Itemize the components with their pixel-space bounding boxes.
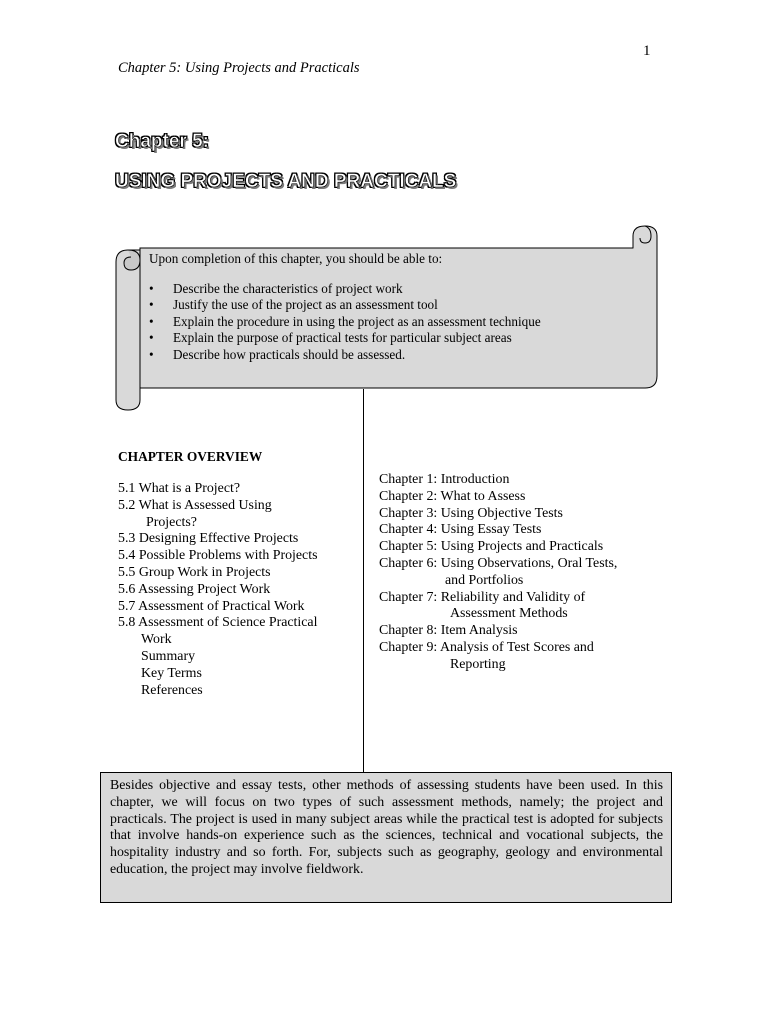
- list-item: References: [141, 682, 203, 698]
- chapter-overview-heading: CHAPTER OVERVIEW: [118, 449, 263, 464]
- objectives-intro: Upon completion of this chapter, you should be able to:: [149, 251, 443, 266]
- list-item: • Explain the procedure in using the project as an assessment technique: [149, 314, 639, 331]
- list-item: • Describe the characteristics of project work: [149, 281, 639, 298]
- list-item: Chapter 5: Using Projects and Practicals: [379, 539, 604, 555]
- list-item: Chapter 4: Using Essay Tests: [379, 522, 542, 538]
- list-item: Chapter 8: Item Analysis: [379, 623, 518, 639]
- chapter-subtitle: USING PROJECTS AND PRACTICALS: [115, 171, 457, 192]
- learning-objectives: [149, 251, 639, 363]
- list-item: 5.2 What is Assessed Using: [118, 497, 272, 513]
- column-divider: [363, 389, 364, 772]
- list-item: Reporting: [450, 656, 506, 672]
- objectives-list: [149, 281, 639, 364]
- list-item: 5.8 Assessment of Science Practical: [118, 615, 318, 631]
- list-item: Chapter 2: What to Assess: [379, 488, 526, 504]
- list-item: Chapter 6: Using Observations, Oral Tests,: [379, 555, 618, 571]
- list-item: Work: [141, 632, 172, 648]
- list-item: Chapter 3: Using Objective Tests: [379, 505, 563, 521]
- list-item: 5.1 What is a Project?: [118, 481, 241, 496]
- list-item: Projects?: [146, 514, 197, 530]
- running-header: Chapter 5: Using Projects and Practicals: [118, 60, 360, 76]
- list-item: Assessment Methods: [450, 606, 568, 622]
- list-item: 5.3 Designing Effective Projects: [118, 531, 299, 547]
- list-item: 5.5 Group Work in Projects: [118, 564, 271, 580]
- list-item: Chapter 9: Analysis of Test Scores and: [379, 639, 594, 655]
- list-item: Key Terms: [141, 665, 202, 681]
- list-item: Chapter 1: Introduction: [379, 472, 510, 487]
- list-item: • Explain the purpose of practical tests for particular subject areas: [149, 330, 639, 347]
- intro-paragraph: Besides objective and essay tests, other methods of assessing students have been used. In this chapter, we will focus on two types of such assessment methods, namely; the project and practicals. The project is used in many subject areas while the practical test is adopted for subjects that involve hands-on experience such as the sciences, technical and vocational subjects, the hospitality industry and so forth. For, subjects such as geography, geology and environmental education, the project may involve fieldwork.: [110, 778, 663, 877]
- chapter-overview-list: [118, 481, 358, 699]
- chapter-title: Chapter 5:: [115, 131, 209, 152]
- list-item: 5.6 Assessing Project Work: [118, 581, 271, 597]
- chapters-list: [379, 472, 669, 674]
- list-item: 5.7 Assessment of Practical Work: [118, 598, 305, 614]
- list-item: Chapter 7: Reliability and Validity of: [379, 589, 586, 605]
- list-item: and Portfolios: [445, 572, 524, 588]
- list-item: • Describe how practicals should be assessed.: [149, 347, 639, 364]
- list-item: • Justify the use of the project as an assessment tool: [149, 297, 639, 314]
- list-item: Summary: [141, 648, 196, 664]
- list-item: 5.4 Possible Problems with Projects: [118, 548, 318, 564]
- page-number: 1: [643, 43, 651, 59]
